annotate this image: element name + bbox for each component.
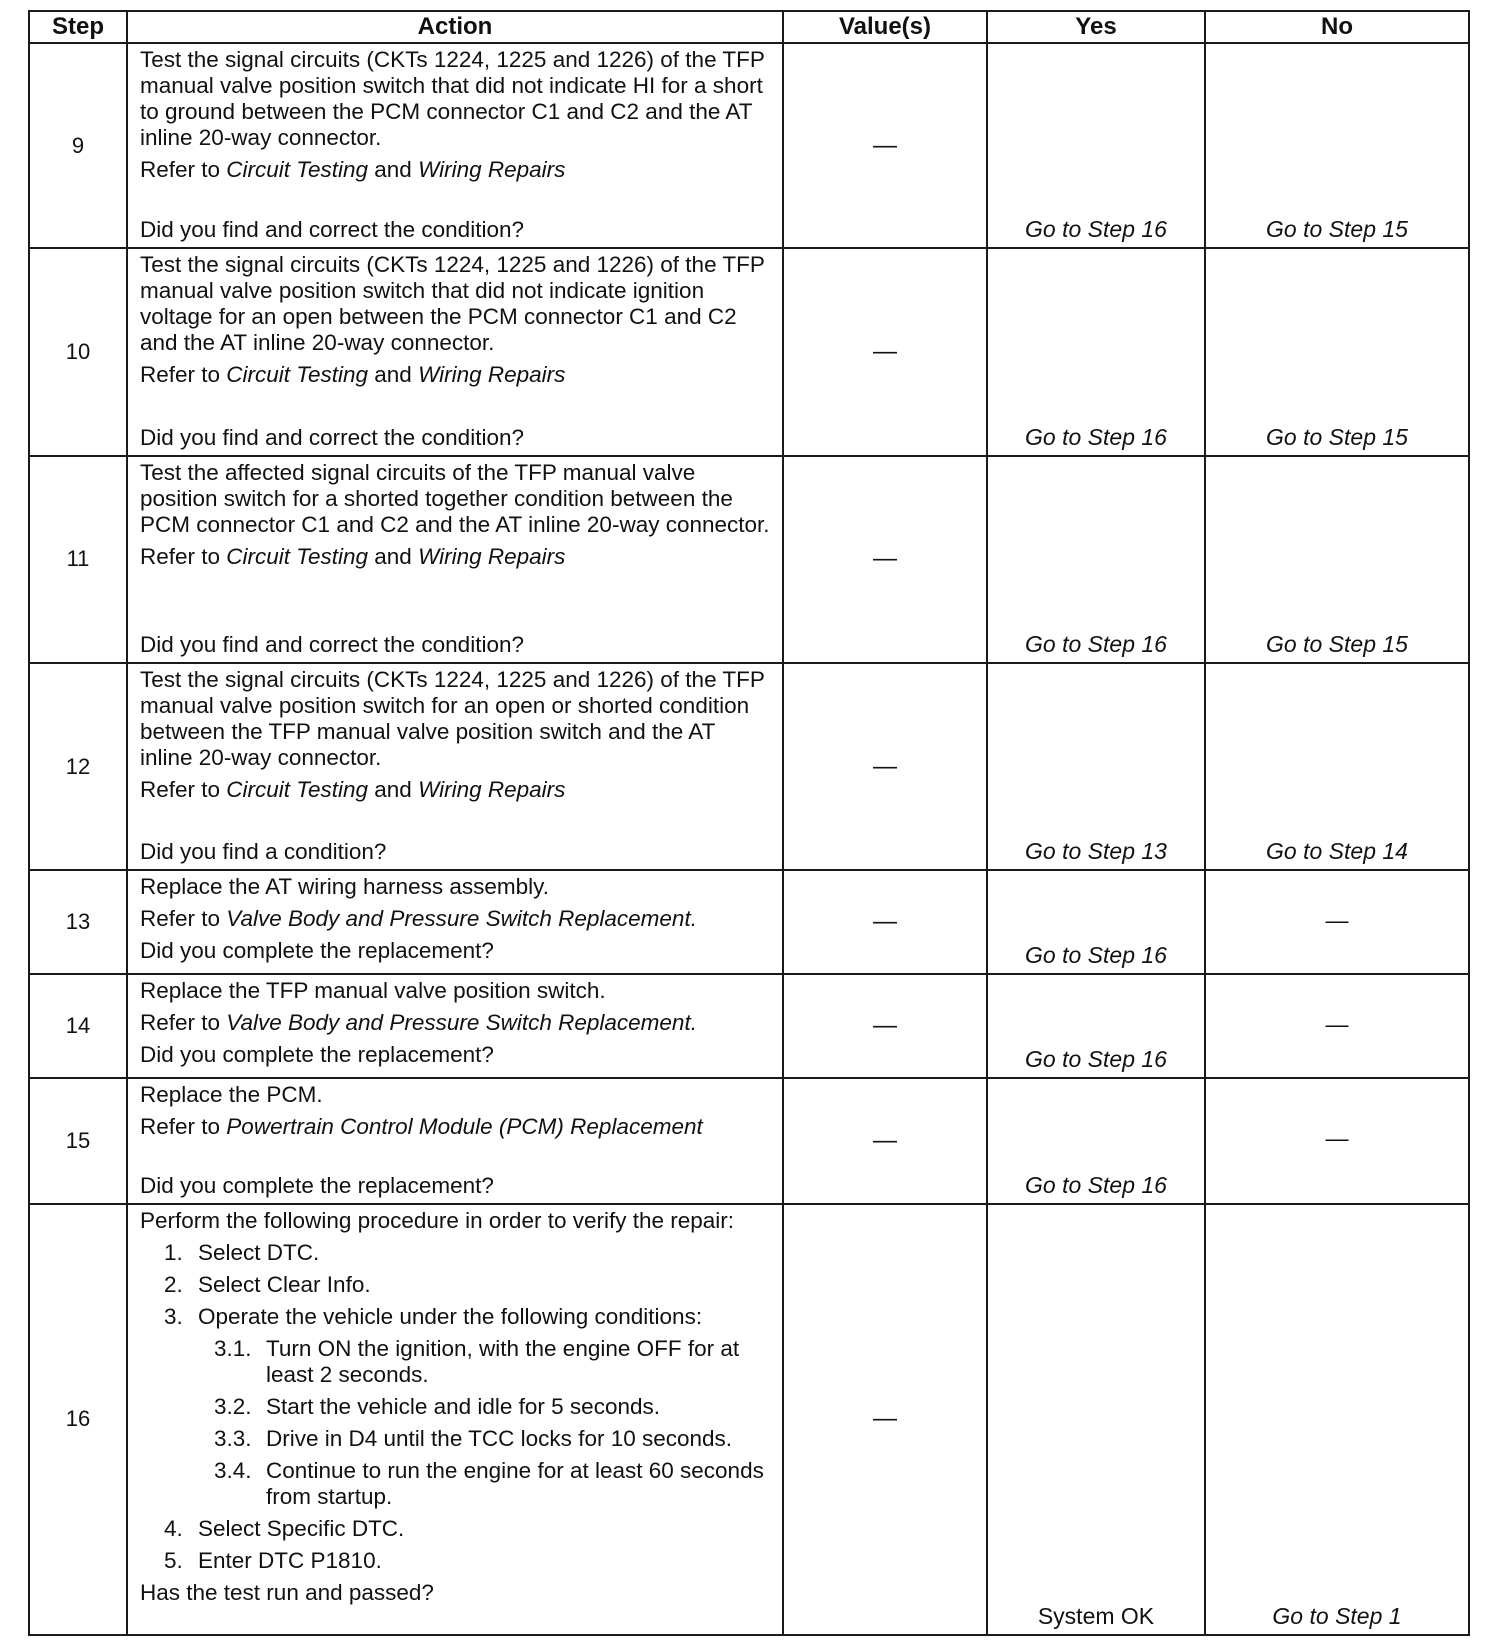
ref-prefix: Refer to xyxy=(140,1113,227,1139)
list-item xyxy=(164,1272,772,1298)
subitem-number: 3.2. xyxy=(214,1393,252,1419)
action-text: Perform the following procedure in order to verify the repair: xyxy=(140,1207,735,1233)
subitem-text: Start the vehicle and idle for 5 seconds. xyxy=(266,1393,660,1419)
step-number: 12 xyxy=(29,663,127,870)
ref-prefix: Refer to xyxy=(140,362,227,388)
diagnostic-table xyxy=(28,10,1470,1636)
action-text: Test the affected signal circuits of the TFP manual valve position switch for a shorted together condition between the PCM connector C1 and C2 and the AT inline 20-way connector. xyxy=(140,459,770,537)
table-row xyxy=(29,663,1469,870)
ref-link: Circuit Testing xyxy=(226,362,369,388)
item-text: Select DTC. xyxy=(198,1239,320,1265)
step-number: 13 xyxy=(29,870,127,974)
action-cell xyxy=(127,456,783,663)
item-text: Select Clear Info. xyxy=(198,1271,371,1297)
no-cell: Go to Step 14 xyxy=(1205,663,1469,870)
table-row xyxy=(29,974,1469,1078)
sub-list-item xyxy=(214,1458,772,1510)
action-text: Test the signal circuits (CKTs 1224, 1225 and 1226) of the TFP manual valve position switch that did not indicate HI for a short to ground between the PCM connector C1 and C2 and the AT inline 20-way connector. xyxy=(140,47,765,150)
yes-cell: Go to Step 16 xyxy=(987,870,1205,974)
ref-link: Circuit Testing xyxy=(226,543,369,569)
action-text: Replace the PCM. xyxy=(140,1081,323,1107)
reference-line xyxy=(140,362,772,388)
action-cell xyxy=(127,1204,783,1635)
ref-link: Powertrain Control Module (PCM) Replacement xyxy=(226,1113,703,1139)
action-text: Replace the TFP manual valve position switch. xyxy=(140,978,606,1004)
value-cell: — xyxy=(783,1078,987,1204)
reference-line xyxy=(140,544,772,570)
ref-link: Valve Body and Pressure Switch Replacement. xyxy=(226,906,697,932)
action-text: Replace the AT wiring harness assembly. xyxy=(140,874,549,900)
subitem-number: 3.4. xyxy=(214,1457,252,1483)
value-cell: — xyxy=(783,1204,987,1635)
no-cell: Go to Step 1 xyxy=(1205,1204,1469,1635)
header-action: Action xyxy=(127,11,783,43)
value-cell: — xyxy=(783,43,987,248)
subitem-text: Continue to run the engine for at least 60 seconds from startup. xyxy=(266,1457,764,1509)
item-number: 1. xyxy=(164,1239,183,1265)
step-number: 15 xyxy=(29,1078,127,1204)
no-cell: — xyxy=(1205,870,1469,974)
sub-procedure-list xyxy=(164,1336,772,1510)
list-item xyxy=(164,1516,772,1542)
step-number: 11 xyxy=(29,456,127,663)
table-row xyxy=(29,456,1469,663)
value-cell: — xyxy=(783,974,987,1078)
no-cell: Go to Step 15 xyxy=(1205,456,1469,663)
table-row xyxy=(29,1078,1469,1204)
action-cell xyxy=(127,43,783,248)
procedure-list xyxy=(140,1240,772,1574)
yes-cell: Go to Step 16 xyxy=(987,974,1205,1078)
yes-cell: Go to Step 16 xyxy=(987,248,1205,455)
reference-line xyxy=(140,157,772,183)
yes-cell: Go to Step 13 xyxy=(987,663,1205,870)
ref-link: Valve Body and Pressure Switch Replacement. xyxy=(226,1010,697,1036)
header-values: Value(s) xyxy=(783,11,987,43)
yes-cell: Go to Step 16 xyxy=(987,43,1205,248)
ref-and: and xyxy=(368,157,419,182)
question-text: Did you complete the replacement? xyxy=(140,1042,494,1068)
sub-list-item xyxy=(214,1426,772,1452)
subitem-number: 3.3. xyxy=(214,1425,252,1451)
ref-prefix: Refer to xyxy=(140,1010,227,1036)
no-cell: — xyxy=(1205,974,1469,1078)
question-text: Did you find a condition? xyxy=(140,839,387,865)
subitem-number: 3.1. xyxy=(214,1335,252,1361)
action-cell xyxy=(127,1078,783,1204)
header-row xyxy=(29,11,1469,43)
step-number: 10 xyxy=(29,248,127,455)
item-number: 3. xyxy=(164,1303,183,1329)
list-item xyxy=(164,1240,772,1266)
no-cell: — xyxy=(1205,1078,1469,1204)
table-row xyxy=(29,870,1469,974)
header-step: Step xyxy=(29,11,127,43)
action-cell xyxy=(127,663,783,870)
sub-list-item xyxy=(214,1394,772,1420)
ref-and: and xyxy=(368,362,419,388)
ref-prefix: Refer to xyxy=(140,543,227,569)
question-text: Did you complete the replacement? xyxy=(140,1172,494,1198)
no-cell: Go to Step 15 xyxy=(1205,248,1469,455)
question-text: Did you find and correct the condition? xyxy=(140,632,524,658)
ref-prefix: Refer to xyxy=(140,906,227,932)
list-item xyxy=(164,1548,772,1574)
ref-link: Circuit Testing xyxy=(226,777,369,803)
ref-and: and xyxy=(368,777,419,803)
item-text: Enter DTC P1810. xyxy=(198,1547,382,1573)
question-text: Did you find and correct the condition? xyxy=(140,424,524,450)
ref-and: and xyxy=(368,543,419,569)
ref-prefix: Refer to xyxy=(140,777,227,803)
table-row xyxy=(29,248,1469,455)
question-text: Did you complete the replacement? xyxy=(140,938,494,964)
no-cell: Go to Step 15 xyxy=(1205,43,1469,248)
ref-prefix: Refer to xyxy=(140,157,227,182)
list-item xyxy=(164,1304,772,1510)
value-cell: — xyxy=(783,663,987,870)
ref-link: Circuit Testing xyxy=(226,157,369,182)
header-yes: Yes xyxy=(987,11,1205,43)
item-number: 4. xyxy=(164,1515,183,1541)
yes-cell: Go to Step 16 xyxy=(987,456,1205,663)
subitem-text: Drive in D4 until the TCC locks for 10 seconds. xyxy=(266,1425,733,1451)
step-number: 16 xyxy=(29,1204,127,1635)
header-no: No xyxy=(1205,11,1469,43)
action-text: Test the signal circuits (CKTs 1224, 1225 and 1226) of the TFP manual valve position switch that did not indicate ignition voltage for an open between the PCM connector C1 and C2 and the AT inline 20-way connector. xyxy=(140,252,765,356)
item-text: Select Specific DTC. xyxy=(198,1515,405,1541)
value-cell: — xyxy=(783,870,987,974)
step-number: 9 xyxy=(29,43,127,248)
action-cell xyxy=(127,870,783,974)
action-cell xyxy=(127,974,783,1078)
yes-cell: Go to Step 16 xyxy=(987,1078,1205,1204)
question-text: Did you find and correct the condition? xyxy=(140,217,524,243)
item-number: 2. xyxy=(164,1271,183,1297)
table-row xyxy=(29,1204,1469,1635)
ref-link: Wiring Repairs xyxy=(418,543,566,569)
action-text: Test the signal circuits (CKTs 1224, 1225 and 1226) of the TFP manual valve position switch for an open or shorted condition between the TFP manual valve position switch and the AT inline 20-way connector. xyxy=(140,667,765,771)
ref-link: Wiring Repairs xyxy=(418,362,566,388)
reference-line xyxy=(140,1010,772,1036)
reference-line xyxy=(140,1114,772,1140)
table-row xyxy=(29,43,1469,248)
action-cell xyxy=(127,248,783,455)
step-number: 14 xyxy=(29,974,127,1078)
question-text: Has the test run and passed? xyxy=(140,1579,434,1605)
yes-cell: System OK xyxy=(987,1204,1205,1635)
reference-line xyxy=(140,906,772,932)
value-cell: — xyxy=(783,456,987,663)
reference-line xyxy=(140,777,772,803)
sub-list-item xyxy=(214,1336,772,1388)
value-cell: — xyxy=(783,248,987,455)
item-text: Operate the vehicle under the following conditions: xyxy=(198,1303,703,1329)
item-number: 5. xyxy=(164,1547,183,1573)
ref-link: Wiring Repairs xyxy=(418,157,566,182)
subitem-text: Turn ON the ignition, with the engine OFF for at least 2 seconds. xyxy=(266,1335,740,1387)
ref-link: Wiring Repairs xyxy=(418,777,566,803)
